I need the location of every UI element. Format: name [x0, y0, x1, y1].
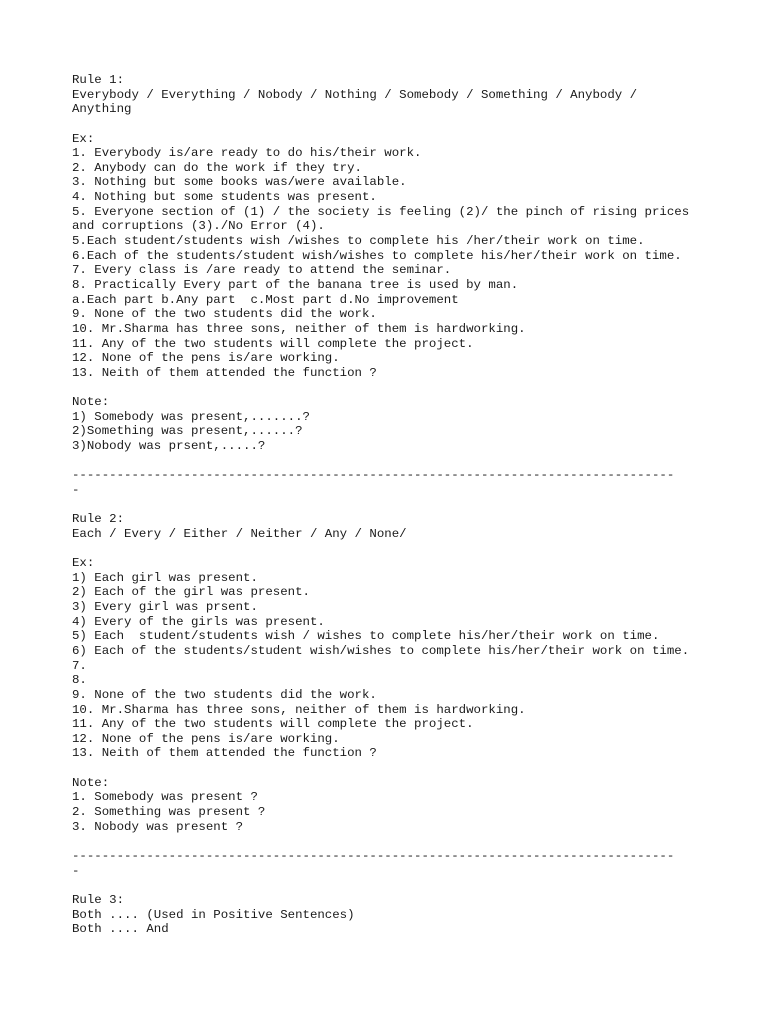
document-line — [72, 454, 702, 469]
document-line: 1. Somebody was present ? — [72, 790, 258, 805]
document-line: 3) Every girl was prsent. — [72, 600, 258, 615]
document-line: Rule 2: — [72, 512, 125, 527]
document-line: 2. Anybody can do the work if they try. — [72, 160, 362, 175]
document-line: Each / Every / Either / Neither / Any / None/ — [72, 526, 407, 541]
document-line: 5. Everyone section of (1) / the society is feeling (2)/ the pinch of rising prices — [72, 204, 690, 219]
document-line — [72, 542, 702, 557]
document-line: 3. Nobody was present ? — [72, 819, 244, 834]
document-line — [72, 834, 702, 849]
document-line: Everybody / Everything / Nobody / Nothing / Somebody / Something / Anybody / — [72, 87, 638, 102]
document-line: 4. Nothing but some students was present. — [72, 190, 377, 205]
document-line: 11. Any of the two students will complete the project. — [72, 717, 474, 732]
document-line: 8. Practically Every part of the banana tree is used by man. — [72, 277, 519, 292]
document-line: Ex: — [72, 131, 95, 146]
document-line: 2)Something was present,......? — [72, 424, 303, 439]
document-line: 11. Any of the two students will complete the project. — [72, 336, 474, 351]
document-line: 13. Neith of them attended the function ? — [72, 746, 377, 761]
document-line: Note: — [72, 395, 110, 410]
document-line: --------------------------------------------------------------------------------- — [72, 848, 675, 863]
document-line: 12. None of the pens is/are working. — [72, 351, 340, 366]
document-line: Anything — [72, 102, 132, 117]
document-line: 10. Mr.Sharma has three sons, neither of them is hardworking. — [72, 702, 526, 717]
document-line: and corruptions (3)./No Error (4). — [72, 219, 325, 234]
document-line: - — [72, 863, 80, 878]
document-line: 6) Each of the students/student wish/wishes to complete his/her/their work on time. — [72, 643, 690, 658]
document-line: 6.Each of the students/student wish/wishes to complete his/her/their work on time. — [72, 248, 682, 263]
document-line: Rule 1: — [72, 73, 125, 87]
document-line: Both .... And — [72, 922, 169, 937]
document-line: 4) Every of the girls was present. — [72, 614, 325, 629]
document-line: 7. Every class is /are ready to attend the seminar. — [72, 263, 452, 278]
document-line: Both .... (Used in Positive Sentences) — [72, 907, 355, 922]
document-line: 10. Mr.Sharma has three sons, neither of them is hardworking. — [72, 321, 526, 336]
document-line: 2. Something was present ? — [72, 805, 266, 820]
document-line — [72, 498, 702, 513]
document-line — [72, 761, 702, 776]
document-line: 12. None of the pens is/are working. — [72, 731, 340, 746]
document-line: 1) Each girl was present. — [72, 570, 258, 585]
document-line: 1. Everybody is/are ready to do his/their work. — [72, 146, 422, 161]
document-line — [72, 878, 702, 893]
document-line: 8. — [72, 673, 87, 688]
document-line: 9. None of the two students did the work. — [72, 687, 377, 702]
document-page — [72, 73, 702, 937]
document-line: 1) Somebody was present,.......? — [72, 409, 310, 424]
document-line: Note: — [72, 775, 110, 790]
document-line: 5) Each student/students wish / wishes to complete his/her/their work on time. — [72, 629, 660, 644]
document-line: --------------------------------------------------------------------------------- — [72, 468, 675, 483]
document-line — [72, 380, 702, 395]
document-line — [72, 117, 702, 132]
document-line: 9. None of the two students did the work. — [72, 307, 377, 322]
document-line: Rule 3: — [72, 892, 125, 907]
document-line: 7. — [72, 658, 87, 673]
document-line: - — [72, 482, 80, 497]
document-line: Ex: — [72, 556, 95, 571]
document-line: 3. Nothing but some books was/were available. — [72, 175, 407, 190]
document-line: 5.Each student/students wish /wishes to complete his /her/their work on time. — [72, 234, 645, 249]
document-line: 13. Neith of them attended the function ? — [72, 365, 377, 380]
document-line: 3)Nobody was prsent,.....? — [72, 439, 266, 454]
document-line: a.Each part b.Any part c.Most part d.No improvement — [72, 292, 459, 307]
document-line: 2) Each of the girl was present. — [72, 585, 310, 600]
